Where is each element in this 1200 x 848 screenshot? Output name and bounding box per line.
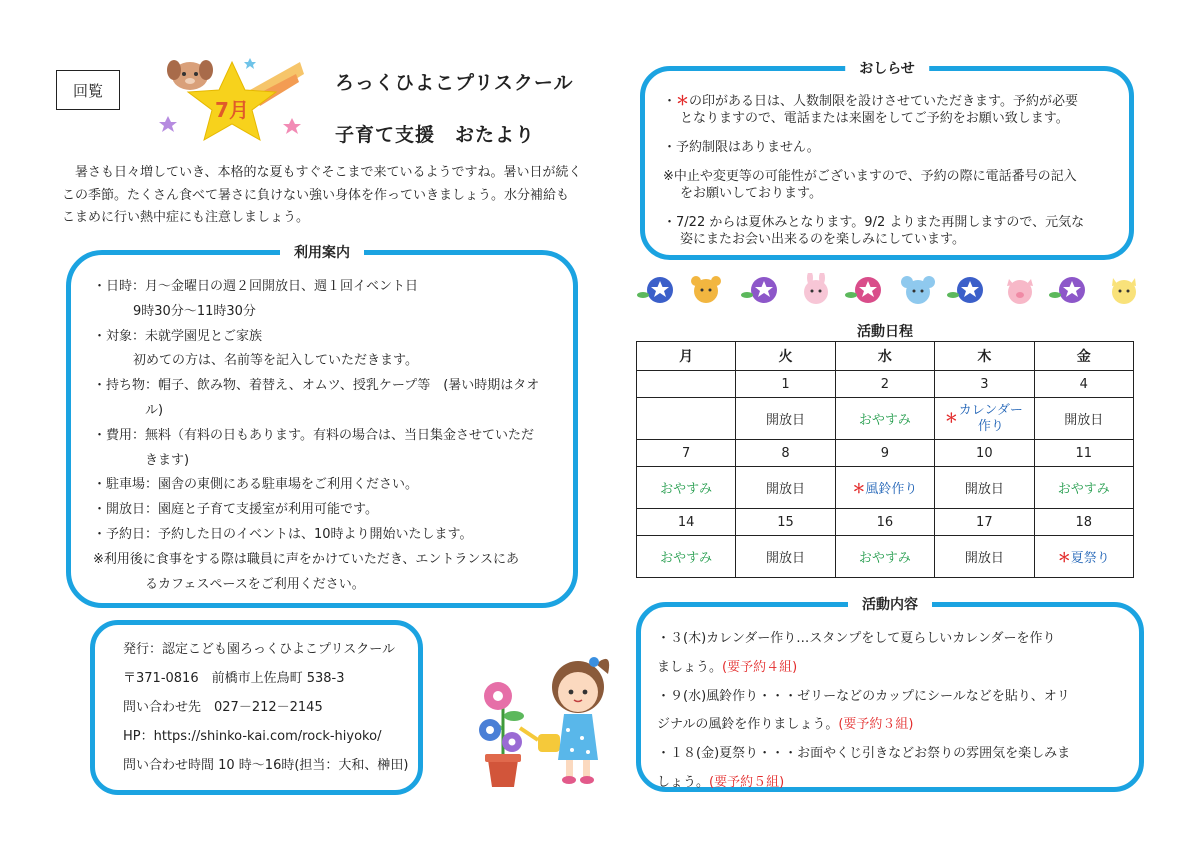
girl-watering-flowers-illustration [468, 642, 618, 792]
event-cell [637, 536, 736, 578]
usage-line: ル) [145, 402, 164, 418]
usage-line: ・開放日：園庭と子育て支援室が利用可能です。 [93, 502, 378, 518]
date-cell: 16 [835, 509, 934, 536]
pig-icon [1007, 279, 1033, 304]
intro-line: 暑さも日々増していき、本格的な夏もすぐそこまで来ているようですね。暑い日が続く [62, 165, 582, 180]
usage-line: ・持ち物：帽子、飲み物、着替え、オムツ、授乳ケープ等 (暑い時期はタオ [93, 378, 540, 394]
event-cell [1034, 536, 1133, 578]
rabbit-icon [804, 273, 828, 304]
notice-item [663, 139, 1113, 156]
notice-text: の印がある日は、人数制限を設けさせていただきます。予約が必要 [689, 94, 1078, 109]
notice-item [663, 168, 1113, 202]
notice-line [663, 214, 1113, 231]
usage-line: きます) [145, 452, 190, 468]
weekday-header: 火 [736, 342, 835, 371]
usage-line: ・予約日：予約した日のイベントは、10時より開始いたします。 [93, 526, 473, 542]
date-cell: 3 [935, 371, 1035, 398]
event-cell [1034, 467, 1133, 509]
date-cell: 15 [736, 509, 835, 536]
notice-bullet: ・ [663, 140, 677, 155]
event-label: おやすみ [858, 551, 911, 566]
activity-continuation [657, 711, 1125, 740]
activities-list [657, 625, 1125, 798]
flower-icon [947, 277, 983, 303]
event-cell [1034, 398, 1133, 440]
notice-item [663, 93, 1113, 127]
event-label: 風鈴作り [865, 482, 918, 497]
usage-guide-box [66, 245, 578, 608]
intro-paragraph [62, 162, 584, 230]
schedule-table [636, 341, 1134, 578]
homepage-line: HP：https://shinko-kai.com/rock-hiyoko/ [123, 729, 382, 744]
notice-list [663, 93, 1113, 260]
event-cell [736, 398, 835, 440]
schedule-header-row [637, 342, 1134, 371]
date-cell: 4 [1034, 371, 1133, 398]
notice-continuation: 姿にまたお会い出来るのを楽しみにしています。 [680, 232, 965, 247]
notice-line [663, 139, 1113, 156]
reservation-star: ＊ [1057, 551, 1071, 566]
phone-line: 問い合わせ先 027－212－2145 [123, 700, 323, 715]
hours-line: 問い合わせ時間 10 時～16時(担当：大和、榊田) [123, 758, 409, 773]
usage-line: ※利用後に食事をする際は職員に声をかけていただき、エントランスにあ [93, 551, 519, 567]
logo-month-text: 7月 [215, 98, 249, 122]
event-label: 夏祭り [1070, 551, 1110, 566]
notice-line [663, 168, 1113, 185]
month-star-logo [150, 52, 310, 142]
date-cell: 8 [736, 440, 835, 467]
school-name: ろっくひよこプリスクール [335, 72, 574, 94]
weekday-header: 水 [835, 342, 934, 371]
contact-box [90, 620, 423, 795]
notice-box [640, 61, 1134, 260]
activity-text: ジナルの風鈴を作りましょう。 [657, 717, 839, 733]
activity-text: ましょう。 [657, 659, 723, 675]
activity-text: しょう。 [657, 774, 710, 790]
date-cell: 17 [935, 509, 1035, 536]
flower-icon [741, 277, 777, 303]
event-cell [835, 536, 934, 578]
date-cell: 9 [835, 440, 934, 467]
event-label: 開放日 [1064, 413, 1104, 428]
intro-line: この季節。たくさん食べて暑さに負けない強い身体を作っていきましょう。水分補給も [62, 187, 570, 203]
date-cell: 2 [835, 371, 934, 398]
date-cell: 18 [1034, 509, 1133, 536]
event-label: おやすみ [858, 413, 911, 428]
usage-line: ・費用：無料（有料の日もあります。有料の場合は、当日集金させていただ [93, 427, 534, 443]
usage-line: ・駐車場：園舎の東側にある駐車場をご利用ください。 [93, 477, 419, 493]
reservation-star: ＊ [852, 482, 866, 497]
event-cell [935, 467, 1035, 509]
notice-continuation: となりますので、電話または来園をしてご予約をお願い致します。 [680, 111, 1069, 126]
address-line: 〒371-0816 前橋市上佐鳥町 538-3 [123, 671, 345, 686]
usage-line: ・対象：未就学園児とご家族 [93, 328, 263, 344]
activity-line: ・１８(金)夏祭り・・・お面やくじ引きなどお祭りの雰囲気を楽しみま [657, 746, 1071, 762]
usage-line: 初めての方は、名前等を記入していただきます。 [133, 353, 418, 369]
notice-item [663, 214, 1113, 248]
notice-bullet: ・ [663, 94, 677, 109]
notice-continuation: をお願いしております。 [680, 186, 822, 201]
activities-title: 活動内容 [848, 594, 932, 614]
usage-line: 9時30分～11時30分 [133, 303, 256, 319]
date-cell: 1 [736, 371, 835, 398]
event-row [637, 467, 1134, 509]
usage-guide-title: 利用案内 [280, 242, 364, 262]
event-cell [736, 467, 835, 509]
event-label: 開放日 [964, 551, 1004, 566]
activity-continuation [657, 769, 1125, 798]
event-cell [637, 398, 736, 440]
event-cell [835, 398, 934, 440]
event-label: 開放日 [766, 551, 806, 566]
event-cell [637, 467, 736, 509]
schedule-title: 活動日程 [857, 324, 913, 340]
reservation-note: (要予約５組) [709, 774, 785, 790]
date-row [637, 371, 1134, 398]
notice-text: 予約制限はありません。 [676, 140, 820, 155]
publisher-line: 発行：認定こども園ろっくひよこプリスクール [123, 642, 395, 657]
mouse-icon [901, 276, 935, 304]
flower-icon [637, 277, 673, 303]
activity-continuation [657, 654, 1125, 683]
activities-box [636, 597, 1144, 792]
date-cell: 7 [637, 440, 736, 467]
contact-list [123, 635, 409, 780]
usage-line: ・日時：月～金曜日の週２回開放日、週１回イベント日 [93, 279, 419, 294]
notice-bullet: ※ [663, 169, 674, 184]
weekday-header: 金 [1034, 342, 1133, 371]
event-row [637, 536, 1134, 578]
event-cell [736, 536, 835, 578]
intro-line: こまめに行い熱中症にも注意しましょう。 [62, 210, 310, 225]
asterisk-mark: ＊ [676, 94, 690, 109]
usage-line: るカフェスペースをご利用ください。 [145, 576, 365, 592]
reservation-note: (要予約４組) [722, 659, 798, 675]
notice-bullet: ・ [663, 215, 677, 230]
circulation-stamp [56, 70, 120, 110]
date-cell [637, 371, 736, 398]
notice-title: おしらせ [845, 58, 929, 78]
activity-line: ・９(水)風鈴作り・・・ゼリーなどのカップにシールなどを貼り、オリ [657, 688, 1070, 704]
date-cell: 11 [1034, 440, 1133, 467]
decorative-flower-animal-row [636, 273, 1148, 307]
flower-icon [845, 277, 881, 303]
event-cell [835, 467, 934, 509]
event-label: 開放日 [964, 482, 1004, 497]
date-cell: 14 [637, 509, 736, 536]
weekday-header: 月 [637, 342, 736, 371]
notice-line [663, 93, 1113, 110]
newsletter-title: 子育て支援 おたより [335, 124, 536, 146]
notice-text: 7/22 からは夏休みとなります。9/2 よりまた再開しますので、元気な [676, 215, 1085, 230]
weekday-header: 木 [935, 342, 1035, 371]
usage-guide-list [93, 275, 553, 597]
event-row [637, 398, 1134, 440]
flower-icon [1049, 277, 1085, 303]
notice-text: 中止や変更等の可能性がございますので、予約の際に電話番号の記入 [673, 169, 1077, 184]
activity-line: ・３(木)カレンダー作り…スタンプをして夏らしいカレンダーを作り [657, 631, 1056, 646]
event-label: 開放日 [766, 413, 806, 428]
date-row [637, 509, 1134, 536]
event-label: カレンダー作り [958, 402, 1023, 434]
date-row [637, 440, 1134, 467]
circulation-label: 回覧 [72, 81, 103, 100]
event-label: 開放日 [766, 482, 806, 497]
event-cell [935, 536, 1035, 578]
event-label: おやすみ [660, 482, 713, 497]
event-label: おやすみ [1057, 482, 1110, 497]
reservation-note: (要予約３組) [838, 717, 914, 733]
event-cell [935, 398, 1035, 440]
reservation-star: ＊ [944, 411, 958, 426]
cat-icon [1112, 278, 1136, 304]
bear-icon [691, 276, 721, 303]
date-cell: 10 [935, 440, 1035, 467]
event-label: おやすみ [660, 551, 713, 566]
